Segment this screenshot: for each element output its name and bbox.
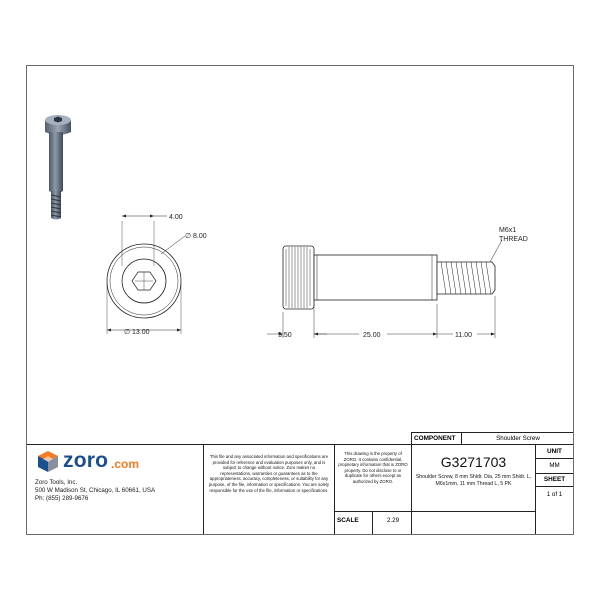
end-view (107, 215, 185, 335)
unit-value: MM (549, 462, 560, 469)
component-row-top-border (411, 432, 573, 433)
zoro-logo (35, 451, 200, 473)
isometric-screw-thumbnail (45, 115, 71, 220)
part-number: G3271703 (440, 454, 507, 470)
company-address: 500 W Madison St, Chicago, IL 60661, USA (35, 487, 156, 494)
sheet-value: 1 of 1 (546, 491, 563, 498)
sheet-row-line (535, 486, 573, 487)
unit-row-line (535, 458, 573, 459)
title-block-top-border (27, 444, 573, 445)
technical-drawing (27, 66, 573, 432)
dim-head-length: 5.50 (278, 332, 292, 339)
dim-thread-length: 11.00 (455, 332, 472, 339)
scale-row-line (334, 511, 535, 512)
divider-2 (334, 444, 335, 534)
disclaimer-confidential: This drawing is the property of ZORO. It contains confidential, proprietary information that is ZORO property. Do not disclose to or duplicate for others except as authorized by ZORO. (338, 451, 408, 484)
dim-head-diameter: ∅ 13.00 (124, 329, 150, 336)
unit-value-line (535, 473, 573, 474)
sheet-label: SHEET (543, 476, 566, 483)
component-value: Shoulder Screw (496, 435, 540, 442)
dim-shoulder-length: 25.00 (363, 332, 381, 339)
component-label: COMPONENT (414, 435, 456, 442)
dim-shoulder-diameter: ∅ 8.00 (185, 233, 207, 240)
title-block (27, 432, 573, 534)
company-name: Zoro Tools, Inc. (35, 479, 78, 486)
drawing-sheet (26, 65, 574, 535)
scale-label: SCALE (337, 517, 359, 524)
divider-component (461, 432, 462, 445)
company-phone: Ph: (855) 289-9676 (35, 495, 89, 502)
thread-note-label: THREAD (499, 236, 528, 243)
scale-value: 2.29 (386, 517, 400, 524)
disclaimer-reference: This file and any associated information and specifications are provided for reference and evaluation purposes only, and is subject to change without notice. Zoro makes no representations, warranties or guarantees as to the appropriateness, accuracy, completeness, or suitability for any purpose, of the file, information or specifications. You are solely responsible for the use of the file, information or specifications. (208, 454, 330, 493)
dim-hex-size: 4.00 (169, 214, 183, 221)
logo-wordmark: zoro (63, 449, 109, 472)
unit-label: UNIT (547, 448, 562, 455)
side-view (283, 240, 502, 309)
thread-note-size: M6x1 (499, 227, 517, 234)
logo-suffix: .com (111, 457, 140, 471)
divider-1 (203, 444, 204, 534)
part-description: Shoulder Screw, 8 mm Shldr. Dia, 25 mm Shldr. L, M6x1mm, 11 mm Thread L, 5 PK (415, 474, 532, 487)
company-info (35, 479, 203, 503)
scale-divider (372, 511, 373, 534)
zoro-logo-icon (35, 451, 61, 473)
